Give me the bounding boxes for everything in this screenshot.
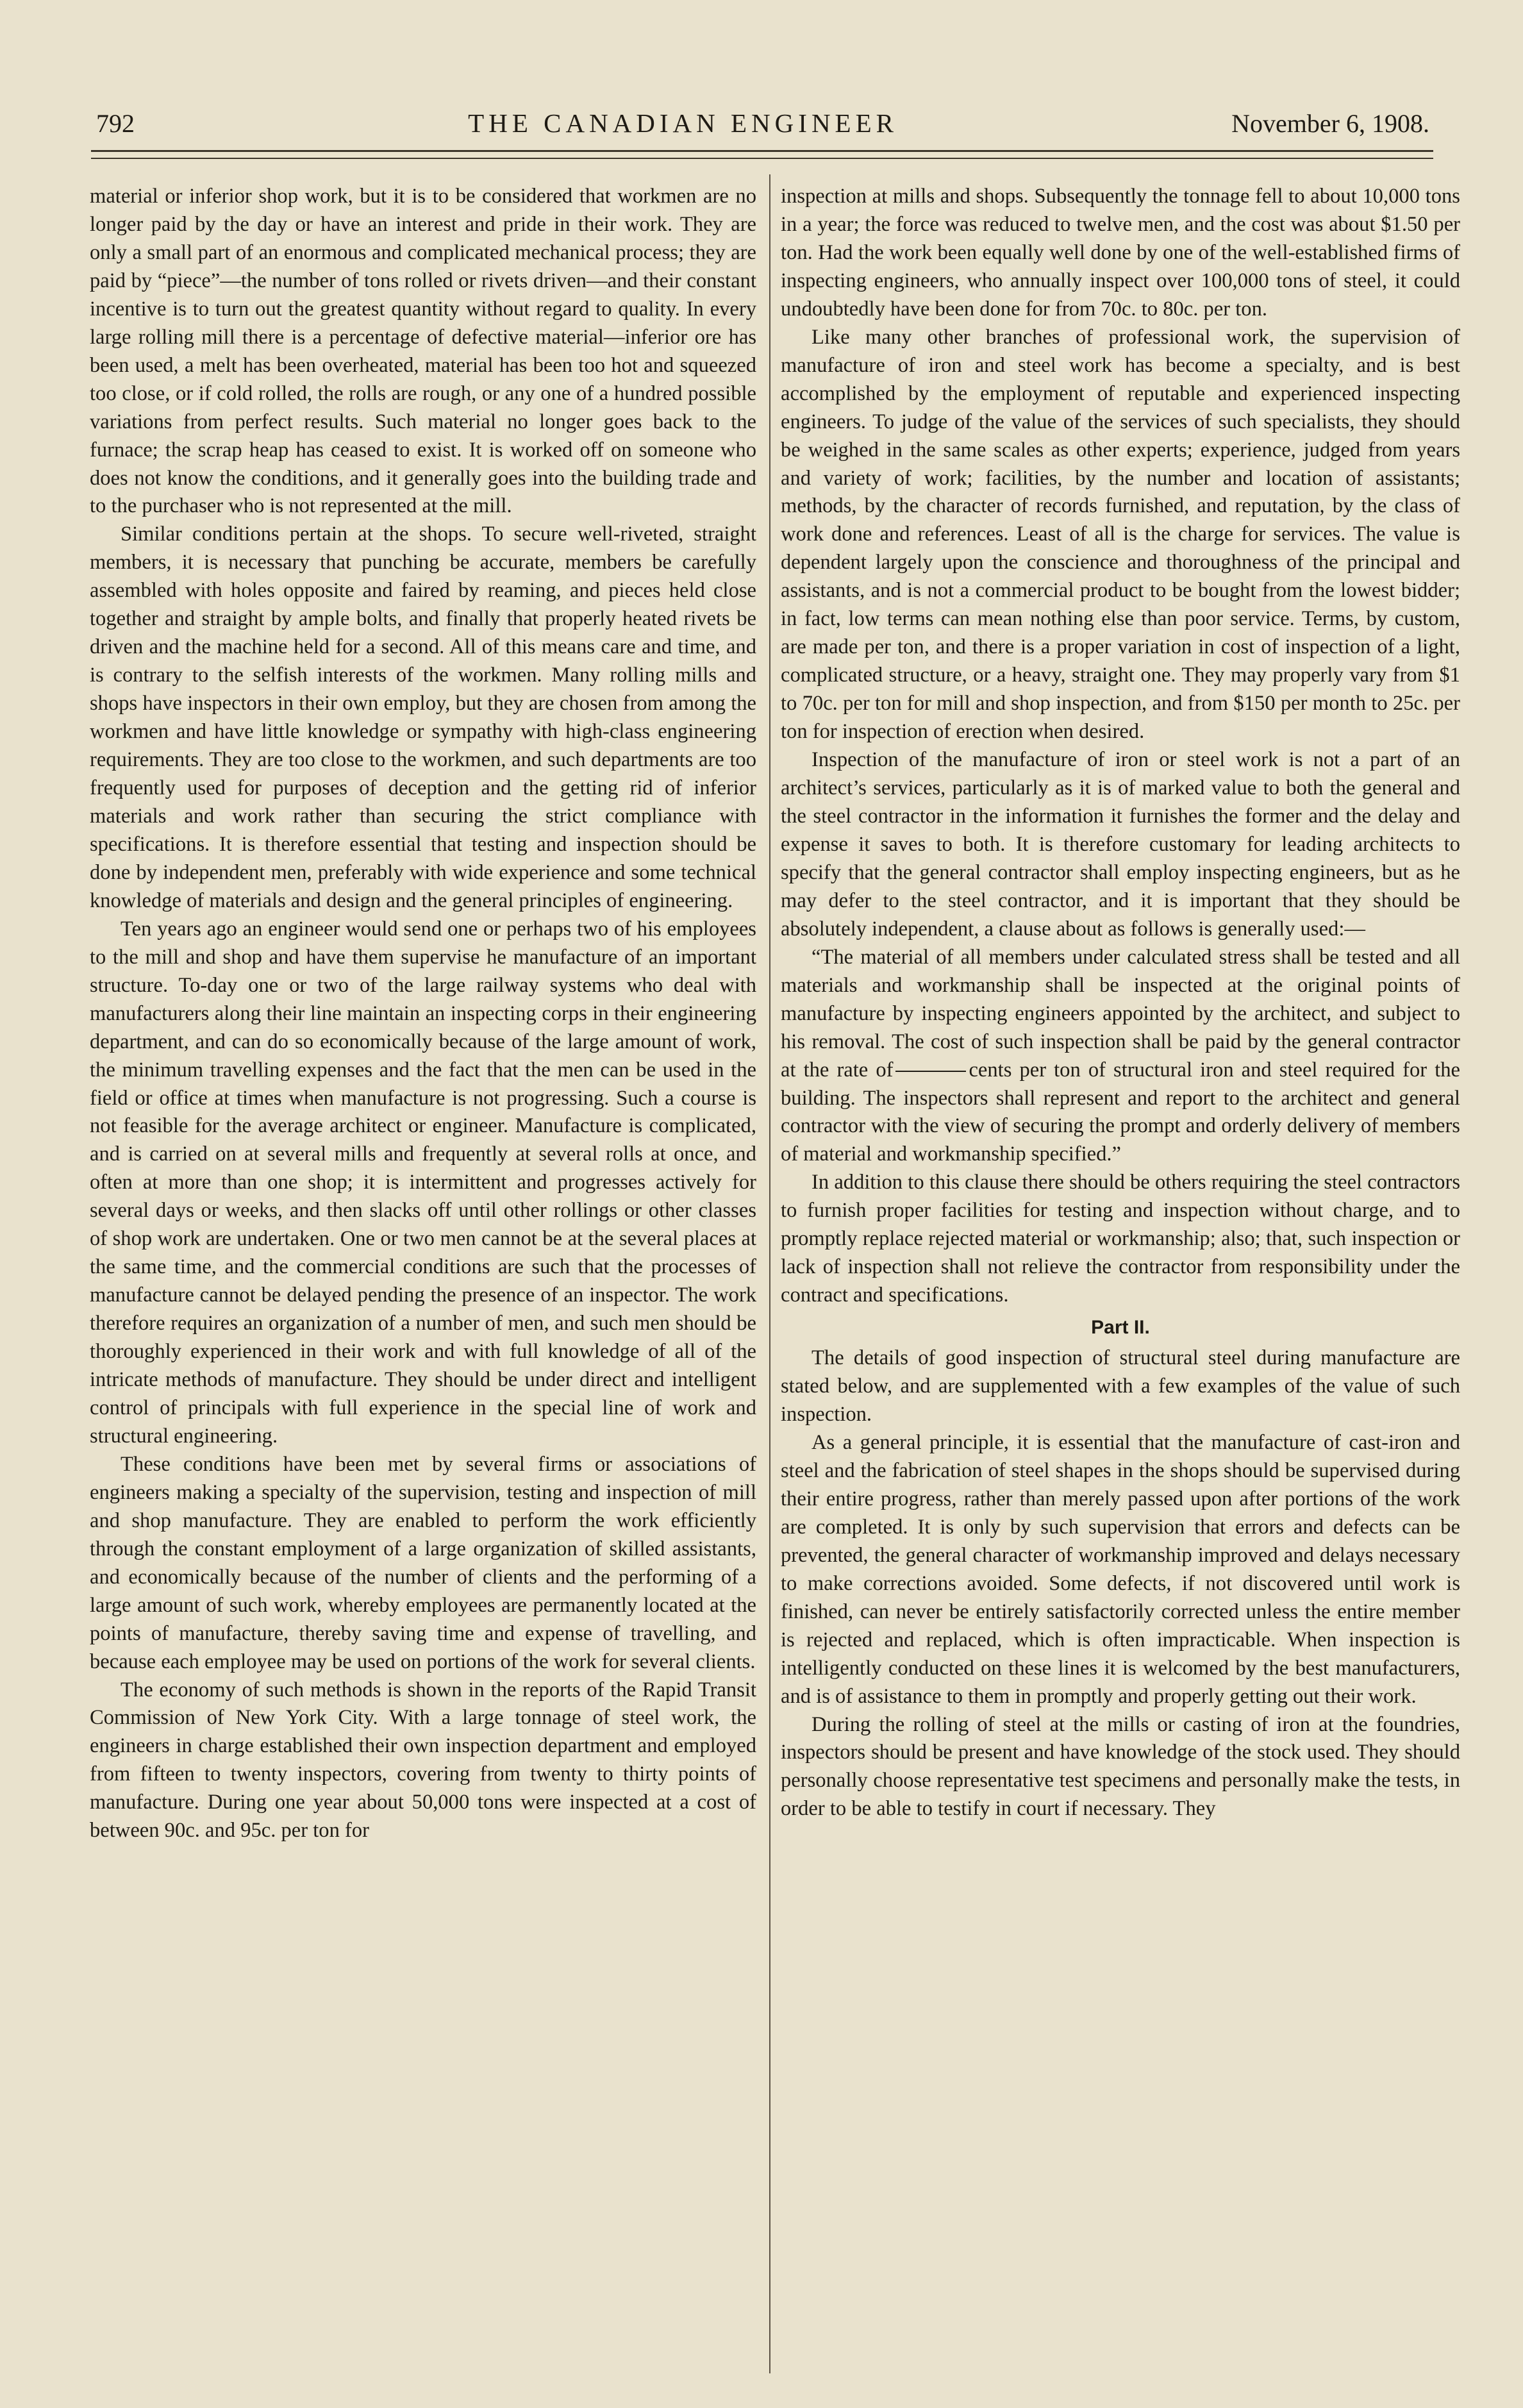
header-rule-bottom <box>91 158 1433 159</box>
page-number: 792 <box>96 109 135 138</box>
paragraph: The economy of such methods is shown in the reports of the Rapid Transit Commission of New York City. With a large tonnage of steel work, the engineers in charge established their own inspection department and employed from fifteen to twenty inspectors, covering from twenty to thirty points of manufacture. During one year about 50,000 tons were inspected at a cost of between 90c. and 95c. per ton for <box>90 1678 756 1843</box>
header-rule-top <box>91 150 1433 152</box>
page-header <box>96 108 1429 149</box>
paragraph: These conditions have been met by several firms or associations of engineers making a specialty of the supervision, testing and inspection of mill and shop manufacture. They are enabled to perform the work efficiently through the constant employment of a large organization of skilled assistants, and economically because of the number of clients and the performing of a large amount of such work, whereby employees are permanently located at the points of manufacture, thereby saving time and expense of travelling, and because each employee may be used on portions of the work for several clients. <box>90 1452 756 1673</box>
paragraph: As a general principle, it is essential that the manufacture of cast-iron and steel and the fabrication of steel shapes in the shops should be supervised during their entire progress, rather than merely passed upon after portions of the work are completed. It is only by such supervision that errors and defects can be prevented, the general character of workmanship improved and delays necessary to make corrections avoided. Some defects, if not discovered until work is finished, can never be entirely satisfactorily corrected unless the entire member is rejected and replaced, which is often impracticable. When inspection is intelligently conducted on these lines it is welcomed by the best manufacturers, and is of assistance to them in promptly and properly getting out their work. <box>781 1430 1460 1708</box>
paragraph: Inspection of the manufacture of iron or steel work is not a part of an architect’s services, particularly as it is of marked value to both the general and the steel contractor in the information it furnishes the former and the delay and expense it saves to both. It is therefore customary for leading architects to specify that the general contractor shall employ inspecting engineers, but as he may defer to the steel contractor, and it is important that they should be absolutely independent, a clause about as follows is generally used:— <box>781 748 1460 941</box>
paragraph: inspection at mills and shops. Subsequently the tonnage fell to about 10,000 tons in a year; the force was reduced to twelve men, and the cost was about $1.50 per ton. Had the work been equally well done by one of the well-established firms of inspecting engineers, who annually inspect over 100,000 tons of steel, it could undoubtedly have been done for from 70c. to 80c. per ton. <box>781 185 1460 321</box>
paragraph: The details of good inspection of structural steel during manufacture are stated below, and are supplemented with a few examples of the value of such inspection. <box>781 1346 1460 1426</box>
paragraph: During the rolling of steel at the mills or casting of iron at the foundries, inspectors should be present and have knowledge of the stock used. They should personally choose representative test specimens and personally make the tests, in order to be able to testify in court if necessary. They <box>781 1712 1460 1821</box>
specification-clause <box>781 944 1460 1169</box>
issue-date: November 6, 1908. <box>1231 109 1429 138</box>
column-divider <box>769 174 770 2373</box>
blank-line <box>895 1071 966 1072</box>
clause-text-end: cents per ton of structural iron and steel required for the building. The inspectors shall represent and report to the architect and general contractor with the view of securing the prompt and orderly delivery of members of material and workmanship specified.” <box>781 1058 1460 1166</box>
paragraph: In addition to this clause there should be others requiring the steel contractors to furnish proper facilities for testing and inspection without charge, and to promptly replace rejected material or workmanship; also; that, such inspection or lack of inspection shall not relieve the contractor from responsibility under the contract and specifications. <box>781 1171 1460 1307</box>
paragraph: Like many other branches of professional work, the supervision of manufacture of iron and steel work has become a specialty, and is best accomplished by the employment of reputable and experienced inspecting engineers. To judge of the value of the services of such specialists, they should be weighed in the same scales as other experts; experience, judged from years and variety of work; facilities, by the number and location of assistants; methods, by the character of records furnished, and reputation, by the class of work done and references. Least of all is the charge for services. The value is dependent largely upon the conscience and thoroughness of the principal and assistants, and is not a commercial product to be bought from the lowest bidder; in fact, low terms can mean nothing else than poor service. Terms, by custom, are made per ton, and there is a proper variation in cost of inspection of a light, complicated structure, or a heavy, straight one. They may properly vary from $1 to 70c. per ton for mill and shop inspection, and from $150 per month to 25c. per ton for inspection of erection when desired. <box>781 325 1460 744</box>
right-column <box>781 183 1460 1823</box>
paragraph: Similar conditions pertain at the shops. To secure well-riveted, straight members, it is necessary that punching be accurate, members be carefully assembled with holes opposite and faired by reaming, and pieces held close together and straight by ample bolts, and finally that properly heated rivets be driven and the machine held for a second. All of this means care and time, and is contrary to the selfish interests of the workmen. Many rolling mills and shops have inspectors in their own employ, but they are chosen from among the workmen and have little knowledge or sympathy with high-class engineering requirements. They are too close to the workmen, and such departments are too frequently used for purposes of deception and the getting rid of inferior materials and work rather than securing the strict compliance with specifications. It is therefore essential that testing and inspection should be done by independent men, preferably with wide experience and some technical knowledge of materials and design and the general principles of engineering. <box>90 523 756 912</box>
paragraph: Ten years ago an engineer would send one or perhaps two of his employees to the mill and shop and have them supervise he manufacture of an important structure. To-day one or two of the large railway systems who deal with manufacturers along their line maintain an inspecting corps in their engineering department, and can do so economically because of the large amount of work, the minimum travelling expenses and the fact that the men can be used in the field or office at times when manufacture is not progressing. Such a course is not feasible for the average architect or engineer. Manufacture is complicated, and is carried on at several mills and frequently at several rolls at once, and often at more than one shop; it is intermittent and progresses actively for several days or weeks, and then slacks off until other rollings or other classes of shop work are undertaken. One or two men cannot be at the several places at the same time, and the commercial conditions are such that the processes of manufacture cannot be delayed pending the presence of an inspector. The work therefore requires an organization of a number of men, and such men should be thoroughly experienced in their work and with full knowledge of all of the intricate methods of manufacture. They should be under direct and intelligent control of principals with full experience in the special line of work and structural engineering. <box>90 917 756 1448</box>
paragraph: material or inferior shop work, but it is to be considered that workmen are no longer paid by the day or have an interest and pride in their work. They are only a small part of an enormous and complicated mechanical process; they are paid by “piece”—the number of tons rolled or rivets driven—and their constant incentive is to turn out the greatest quantity without regard to quality. In every large rolling mill there is a percentage of defective material—inferior ore has been used, a melt has been overheated, material has been too hot and squeezed too close, or if cold rolled, the rolls are rough, or any one of a hundred possible variations from perfect results. Such material no longer goes back to the furnace; the scrap heap has ceased to exist. It is worked off on someone who does not know the conditions, and it generally goes into the building trade and to the purchaser who is not represented at the mill. <box>90 185 756 518</box>
clause-text-start: “The material of all members under calculated stress shall be tested and all materials and workmanship shall be inspected at the original points of manufacture by inspecting engineers appointed by the architect, and subject to his removal. The cost of such inspection shall be paid by the general contractor at the rate of <box>781 945 1460 1082</box>
section-heading: Part II. <box>1091 1317 1150 1339</box>
left-column <box>90 183 756 1845</box>
journal-title: THE CANADIAN ENGINEER <box>468 108 898 138</box>
